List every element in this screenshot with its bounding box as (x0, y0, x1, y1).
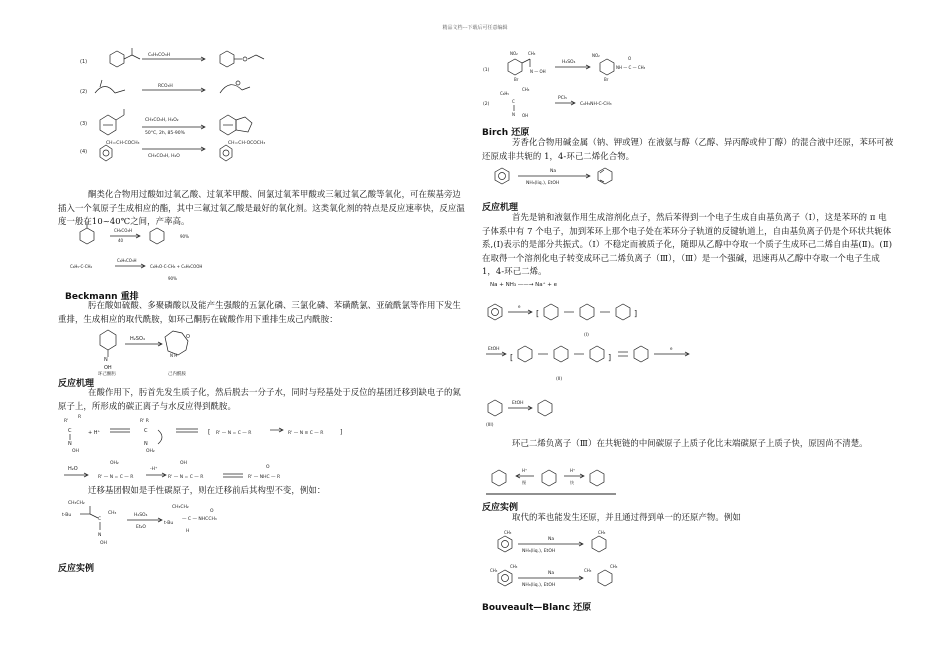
svg-text:(III): (III) (486, 423, 494, 428)
svg-text:EtOH: EtOH (512, 401, 524, 406)
cyclohexadienyl-radical-scheme (484, 340, 734, 385)
svg-text:]: ] (340, 429, 343, 436)
svg-text:C: C (512, 99, 515, 104)
svg-text:C₆H₅: C₆H₅ (500, 91, 510, 96)
svg-text:CH₃CO₃H, H₂O₂: CH₃CO₃H, H₂O₂ (145, 118, 179, 123)
left-example-title: 反应实例 (58, 564, 95, 574)
svg-text:C: C (98, 517, 102, 522)
svg-text:R': R' (64, 419, 69, 424)
svg-text:C₆H₅CO₃H: C₆H₅CO₃H (148, 53, 171, 58)
svg-text:己内酰胺: 己内酰胺 (168, 372, 186, 377)
svg-text:EtOH: EtOH (488, 347, 500, 352)
svg-text:OH: OH (100, 541, 107, 546)
svg-text:RCO₃H: RCO₃H (158, 84, 173, 89)
svg-text:(4): (4) (80, 149, 88, 155)
chiral-example-scheme (62, 498, 282, 553)
svg-text:CH₃CH₂: CH₃CH₂ (172, 505, 189, 510)
svg-text:OH: OH (104, 365, 112, 371)
svg-text:NH₃(liq.), EtOH: NH₃(liq.), EtOH (522, 583, 556, 588)
svg-text:e: e (518, 304, 521, 309)
svg-text:O: O (210, 509, 214, 514)
svg-text:t-Bu: t-Bu (62, 513, 72, 518)
svg-text:-H⁺: -H⁺ (150, 467, 158, 472)
svg-text:R' R: R' R (140, 419, 149, 424)
svg-text:N H: N H (170, 353, 178, 358)
baeyer-villiger-paragraph: 酮类化合物用过酸如过氧乙酸、过氧苯甲酸、间氯过氧苯甲酸或三氟过氧乙酸等氧化，可在羰基旁边插入一个氧原子生成相应的酯，其中三氟过氧乙酸是最好的氧化剂。这类氧化剂的特点是反应速率快，反应温度一般在10~40℃之间，产率高。 (58, 189, 465, 226)
page-header: 精品文档---下载后可任意编辑 (442, 25, 508, 31)
svg-text:(3): (3) (80, 121, 88, 127)
svg-text:NO₂: NO₂ (510, 51, 518, 56)
svg-text:e: e (670, 346, 673, 351)
right-mechanism-title: 反应机理 (482, 203, 519, 213)
chiral-migration-paragraph: 迁移基团假如是手性碳原子，则在迁移前后其构型不变，例如： (88, 485, 326, 495)
svg-text:(1): (1) (483, 68, 490, 73)
svg-text:CH=CH-OCOCH₃: CH=CH-OCOCH₃ (228, 141, 266, 146)
svg-text:CH₃: CH₃ (610, 564, 618, 569)
substituted-benzene-paragraph: 取代的苯也能发生还原，并且通过得到单一的还原产物。例如 (512, 512, 741, 522)
svg-text:90%: 90% (168, 276, 177, 281)
svg-text:H: H (186, 529, 190, 534)
svg-text:R' — NHC — R: R' — NHC — R (248, 475, 281, 480)
svg-text:CH₃CO₃H: CH₃CO₃H (114, 228, 132, 233)
beckmann-paragraph: 肟在酸如硫酸、多聚磷酸以及能产生强酸的五氯化磷、三氯化磷、苯磺酰氯、亚硫酰氯等作用下发生重排，生成相应的取代酰胺，如环己酮肟在硫酸作用下重排生成己内酰胺： (58, 300, 461, 324)
svg-text:Na: Na (548, 571, 555, 576)
svg-text:NH₃(liq.), EtOH: NH₃(liq.), EtOH (526, 181, 560, 186)
svg-text:C₆H₅CO₃H: C₆H₅CO₃H (117, 258, 137, 263)
svg-text:O: O (266, 465, 270, 470)
svg-text:Na: Na (548, 537, 555, 542)
svg-text:(II): (II) (556, 377, 563, 382)
bouveault-blanc-title: Bouveault—Blanc 还原 (482, 603, 592, 613)
svg-text:C₆H₅NH-C-CH₃: C₆H₅NH-C-CH₃ (580, 102, 612, 107)
svg-text:OH₂: OH₂ (146, 449, 155, 454)
svg-text:CH₃: CH₃ (108, 511, 117, 516)
protonation-rate-scheme (486, 462, 626, 498)
svg-text:(1): (1) (80, 59, 88, 65)
svg-text:40: 40 (118, 238, 124, 243)
birch-title: Birch 还原 (482, 128, 530, 138)
svg-text:(2): (2) (483, 102, 490, 107)
svg-text:90%: 90% (180, 234, 189, 239)
svg-text:CH₃CO₃H, H₂O: CH₃CO₃H, H₂O (148, 154, 180, 159)
svg-text:快: 快 (570, 480, 574, 485)
svg-text:R: R (78, 415, 82, 420)
svg-text:[: [ (510, 353, 514, 362)
svg-text:C: C (144, 428, 148, 434)
svg-text:CH₃: CH₃ (528, 51, 536, 56)
svg-text:OH: OH (522, 113, 529, 118)
svg-text:N: N (68, 441, 72, 447)
svg-text:CH=CH-COCH₃: CH=CH-COCH₃ (106, 141, 140, 146)
svg-text:H₂SO₄: H₂SO₄ (130, 336, 145, 342)
svg-text:CH₃: CH₃ (522, 87, 530, 92)
svg-text:OH₂: OH₂ (110, 461, 119, 466)
right-mechanism-paragraph: 首先是钠和液氨作用生成溶剂化点子，然后苯得到一个电子生成自由基负离子（Ⅰ），这是苯环的 π 电子体系中有 7 个电子，加到苯环上那个电子处在苯环分子轨道的反键轨道上，自由基负离子仍是个环状共轭体系,(Ⅰ)表示的是部分共振式。（Ⅰ）不稳定而被质子化，随即从乙醇中夺取一个质子生成环己二烯自由基(Ⅱ)。(Ⅱ)在取得一个溶剂化电子转变成环己二烯负离子（Ⅲ），（Ⅲ）是一个强碱，迅速再从乙醇中夺取一个电子生成 1，4-环己二烯。 (482, 212, 893, 276)
beckmann-title: Beckmann 重排 (65, 292, 139, 302)
protonation-paragraph: 环己二烯负离子（Ⅲ）在共轭链的中间碳原子上质子化比末端碳原子上质子快，原因尚不清楚。 (512, 438, 868, 448)
svg-text:(2): (2) (80, 89, 88, 95)
baeyer-villiger-scheme (70, 45, 320, 170)
svg-text:Br: Br (514, 77, 519, 82)
caprolactam-scheme (90, 327, 230, 377)
svg-text:O: O (186, 334, 190, 340)
svg-text:NH₃(liq.), EtOH: NH₃(liq.), EtOH (522, 549, 556, 554)
svg-text:Br: Br (604, 77, 609, 82)
svg-text:CH₃: CH₃ (584, 568, 592, 573)
svg-text:N: N (144, 441, 148, 447)
svg-text:R' — N = C — R: R' — N = C — R (216, 431, 252, 436)
svg-text:]: ] (634, 309, 638, 318)
birch-reaction-scheme (490, 162, 640, 192)
left-mechanism-paragraph: 在酸作用下，肟首先发生质子化，然后脱去一分子水，同时与羟基处于反位的基团迁移到缺电子的氮原子上，所形成的碳正离子与水反应得到酰胺。 (58, 387, 461, 411)
svg-text:NH — C — CH₃: NH — C — CH₃ (616, 65, 646, 70)
svg-text:OH: OH (72, 449, 79, 454)
svg-text:H₂SO₄: H₂SO₄ (134, 513, 148, 518)
svg-text:O: O (628, 56, 632, 61)
right-example-title: 反应实例 (482, 503, 519, 513)
svg-text:(I): (I) (584, 333, 589, 338)
svg-text:环己酮肟: 环己酮肟 (98, 372, 116, 377)
left-mechanism-title: 反应机理 (58, 379, 95, 389)
svg-text:慢: 慢 (522, 480, 526, 485)
birch-paragraph: 芳香化合物用碱金属（钠、钾或锂）在液氨与醇（乙醇、异丙醇或仲丁醇）的混合液中还原，苯环可被还原成非共轭的 1，4-环己二烯化合物。 (482, 137, 894, 161)
svg-text:H₂SO₄: H₂SO₄ (562, 60, 576, 65)
svg-text:R' — N = C — R: R' — N = C — R (168, 475, 204, 480)
svg-text:C₆H₅-C-CH₂: C₆H₅-C-CH₂ (70, 264, 93, 269)
svg-text:C: C (68, 428, 72, 434)
svg-text:H⁺: H⁺ (522, 468, 528, 473)
svg-text:CH₃: CH₃ (598, 530, 606, 535)
svg-text:R' — N ≡ C — R: R' — N ≡ C — R (288, 431, 324, 436)
svg-text:]: ] (608, 353, 612, 362)
svg-text:OH: OH (180, 461, 187, 466)
svg-text:Et₂O: Et₂O (136, 525, 146, 530)
sodium-ammonia-equation: Na + NH₃ ——→ Na⁺ + e (490, 282, 558, 288)
svg-text:N: N (98, 533, 102, 538)
svg-text:— C — NHCCH₃: — C — NHCCH₃ (182, 517, 217, 522)
svg-text:R' — N = C — R: R' — N = C — R (98, 475, 134, 480)
svg-text:PCl₅: PCl₅ (558, 96, 567, 101)
svg-text:[: [ (208, 429, 211, 436)
svg-text:N — OH: N — OH (530, 69, 546, 74)
substituted-benzene-examples (488, 528, 658, 598)
svg-text:[: [ (536, 309, 540, 318)
svg-text:H₂O: H₂O (68, 466, 78, 472)
svg-text:CH₃: CH₃ (490, 568, 498, 573)
svg-text:NO₂: NO₂ (592, 53, 600, 58)
radical-anion-scheme (484, 298, 664, 340)
svg-text:H⁺: H⁺ (570, 468, 576, 473)
right-beckmann-examples (480, 45, 720, 120)
svg-text:CH₃: CH₃ (510, 564, 518, 569)
svg-text:+ H⁺: + H⁺ (88, 430, 101, 436)
svg-text:CH₃: CH₃ (504, 530, 512, 535)
svg-text:t-Bu: t-Bu (164, 521, 174, 526)
svg-text:50°C, 2h, 85-90%: 50°C, 2h, 85-90% (145, 131, 185, 136)
peracid-examples-scheme (70, 222, 320, 287)
cyclohexadienyl-anion-scheme (484, 392, 574, 432)
svg-text:N: N (104, 357, 108, 363)
svg-text:Na: Na (550, 169, 557, 174)
svg-text:CH₃CH₂: CH₃CH₂ (68, 501, 85, 506)
svg-text:C₆H₅O-C-CH₃ + C₆H₅COOH: C₆H₅O-C-CH₃ + C₆H₅COOH (150, 264, 203, 269)
svg-text:N: N (512, 112, 515, 117)
